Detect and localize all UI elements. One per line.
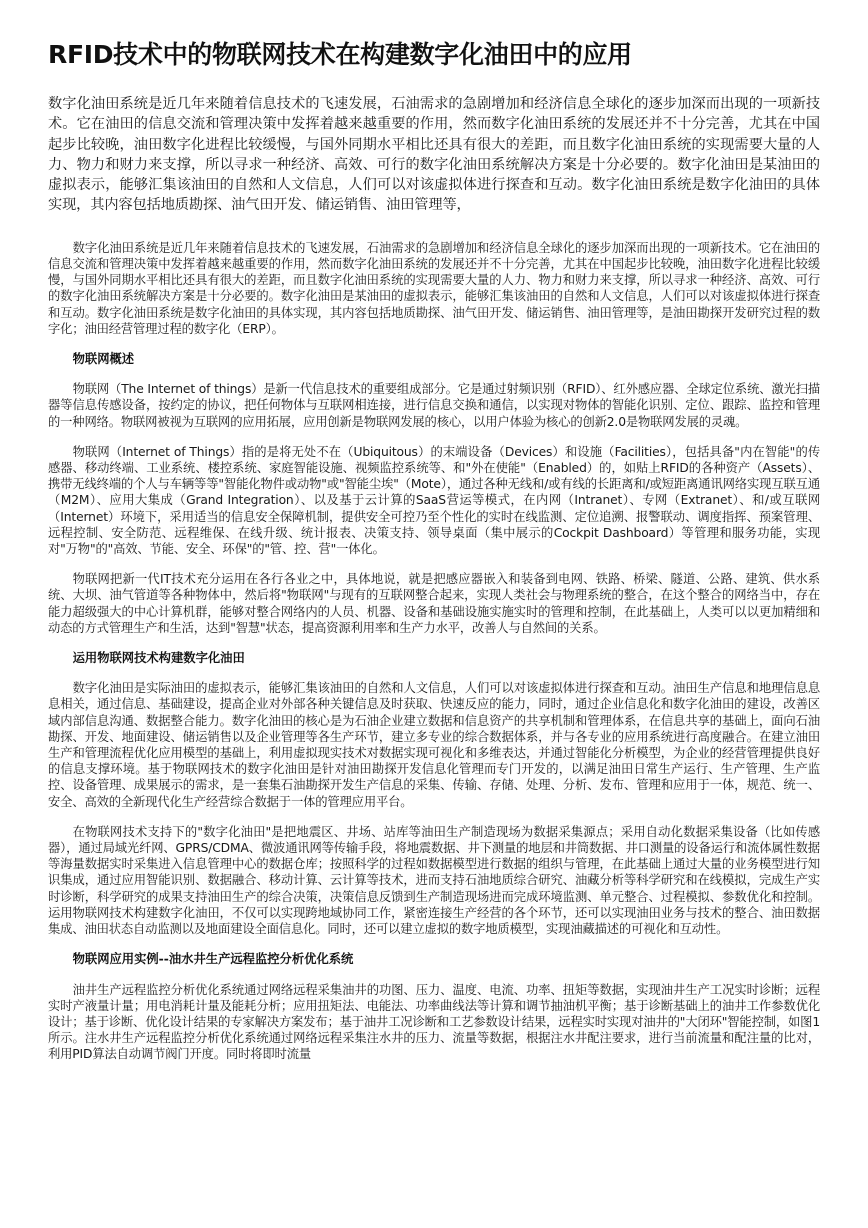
body-paragraph: 物联网把新一代IT技术充分运用在各行各业之中，具体地说，就是把感应器嵌入和装备到电网、铁路、桥梁、隧道、公路、建筑、供水系统、大坝、油气管道等各种物体中，然后将"物联网"与现有的互联网整合起来，实现人类社会与物理系统的整合，在这个整合的网络当中，存在能力超级强大的中心计算机群，能够对整合网络内的人员、机器、设备和基础设施实施实时的管理和控制，在此基础上，人类可以以更加精细和动态的方式管理生产和生活，达到"智慧"状态，提高资源利用率和生产力水平，改善人与自然间的关系。	[48, 572, 820, 635]
section-heading: 物联网应用实例--油水井生产远程监控分析优化系统	[72, 952, 354, 967]
article-title: RFID技术中的物联网技术在构建数字化油田中的应用	[48, 40, 632, 69]
section-heading: 物联网概述	[72, 352, 135, 366]
body-paragraph: 数字化油田是实际油田的虚拟表示，能够汇集该油田的自然和人文信息，人们可以对该虚拟体进行探查和互动。油田生产信息和地理信息息息相关，通过信息、基础建设，提高企业对外部各种关键信息及时获取、快速反应的能力，同时，通过企业信息化和数字化油田的建设，改善区域内部信息沟通、数据整合能力。数字化油田的核心是为石油企业建立数据和信息资产的共享机制和管理体系，在信息共享的基础上，面向石油勘探、开发、地面建设、储运销售以及企业管理等各生产环节，建立多专业的综合数据体系，并与各专业的应用系统进行高度融合。在建立油田生产和管理流程优化应用模型的基础上，利用虚拟现实技术对数据实现可视化和多维表达，并通过智能化分析模型，为企业的经营管理提供良好的信息支撑环境。基于物联网技术的数字化油田是针对油田勘探开发信息化管理而专门开发的，以满足油田日常生产运行、生产管理、生产监控、设备管理、成果展示的需求，是一套集石油勘探开发生产信息的采集、传输、存储、处理、分析、发布、管理和应用于一体，规范、统一、安全、高效的全新现代化生产经营综合数据于一体的管理应用平台。	[48, 681, 820, 809]
section-heading: 运用物联网技术构建数字化油田	[72, 651, 245, 666]
article-summary: 数字化油田系统是近几年来随着信息技术的飞速发展，石油需求的急剧增加和经济信息全球化的逐步加深而出现的一项新技术。它在油田的信息交流和管理决策中发挥着越来越重要的作用，然而数字化油田系统的发展还并不十分完善，尤其在中国起步比较晚，油田数字化进程比较缓慢，与国外同期水平相比还具有很大的差距，而且数字化油田系统的实现需要大量的人力、物力和财力来支撑，所以寻求一种经济、高效、可行的数字化油田系统解决方案是十分必要的。数字化油田是某油田的虚拟表示，能够汇集该油田的自然和人文信息，人们可以对该虚拟体进行探查和互动。数字化油田系统是数字化油田的具体实现，其内容包括地质勘探、油气田开发、储运销售、油田管理等，	[48, 96, 820, 214]
body-paragraph: 在物联网技术支持下的"数字化油田"是把地震区、井场、站库等油田生产制造现场为数据采集源点；采用自动化数据采集设备（比如传感器），通过局域光纤网、GPRS/CDMA、微波通讯网等传输手段，将地震数据、井下测量的地层和井筒数据、井口测量的设备运行和流体属性数据等海量数据实时采集进入信息管理中心的数据仓库；按照科学的过程如数据模型进行数据的组织与管理，在此基础上通过大量的业务模型进行知识集成，通过应用智能识别、数据融合、移动计算、云计算等技术，进而支持石油地质综合研究、油藏分析等科学研究和在线模拟，完成生产实时诊断，科学研究的成果支持油田生产的综合决策，决策信息反馈到生产制造现场进而完成环境监测、单元整合、过程模拟、参数优化和控制。运用物联网技术构建数字化油田，不仅可以实现跨地域协同工作，紧密连接生产经营的各个环节，还可以实现油田业务与技术的整合、油田数据集成、油田状态自动监测以及地面建设全面信息化。同时，还可以建立虚拟的数字地质模型，实现油藏描述的可视化和互动性。	[48, 824, 820, 937]
body-paragraph: 物联网（The Internet of things）是新一代信息技术的重要组成部分。它是通过射频识别（RFID）、红外感应器、全球定位系统、激光扫描器等信息传感设备，按约定的协议，把任何物体与互联网相连接，进行信息交换和通信，以实现对物体的智能化识别、定位、跟踪、监控和管理的一种网络。物联网被视为互联网的应用拓展，应用创新是物联网发展的核心，以用户体验为核心的创新2.0是物联网发展的灵魂。	[48, 382, 820, 429]
body-paragraph: 物联网（Internet of Things）指的是将无处不在（Ubiquitous）的末端设备（Devices）和设施（Facilities），包括具备"内在智能"的传感器、移动终端、工业系统、楼控系统、家庭智能设施、视频监控系统等、和"外在使能"（Enabled）的，如贴上RFID的各种资产（Assets）、携带无线终端的个人与车辆等等"智能化物件或动物"或"智能尘埃"（Mote），通过各种无线和/或有线的长距离和/或短距离通讯网络实现互联互通（M2M）、应用大集成（Grand Integration）、以及基于云计算的SaaS营运等模式，在内网（Intranet）、专网（Extranet）、和/或互联网（Internet）环境下，采用适当的信息安全保障机制，提供安全可控乃至个性化的实时在线监测、定位追溯、报警联动、调度指挥、预案管理、远程控制、安全防范、远程维保、在线升级、统计报表、决策支持、领导桌面（集中展示的Cockpit Dashboard）等管理和服务功能，实现对"万物"的"高效、节能、安全、环保"的"管、控、营"一体化。	[48, 444, 820, 557]
body-paragraph: 数字化油田系统是近几年来随着信息技术的飞速发展，石油需求的急剧增加和经济信息全球化的逐步加深而出现的一项新技术。它在油田的信息交流和管理决策中发挥着越来越重要的作用，然而数字化油田系统的发展还并不十分完善，尤其在中国起步比较晚，油田数字化进程比较缓慢，与国外同期水平相比还具有很大的差距，而且数字化油田系统的实现需要大量的人力、物力和财力来支撑，所以寻求一种经济、高效、可行的数字化油田系统解决方案是十分必要的。数字化油田是某油田的虚拟表示，能够汇集该油田的自然和人文信息，人们可以对该虚拟体进行探查和互动。数字化油田系统是数字化油田的具体实现，其内容包括地质勘探、油气田开发、储运销售、油田管理等，是油田勘探开发研究过程的数字化；油田经营管理过程的数字化（ERP）。	[48, 240, 820, 336]
body-paragraph: 油井生产远程监控分析优化系统通过网络远程采集油井的功图、压力、温度、电流、功率、扭矩等数据，实现油井生产工况实时诊断；远程实时产液量计量；用电消耗计量及能耗分析；应用扭矩法、电能法、功率曲线法等计算和调节抽油机平衡；基于诊断基础上的油井工作参数优化设计；基于诊断、优化设计结果的专家解决方案发布；基于油井工况诊断和工艺参数设计结果，远程实时实现对油井的"大闭环"智能控制，如图1所示。注水井生产远程监控分析优化系统通过网络远程采集注水井的压力、流量等数据，根据注水井配注要求，进行当前流量和配注量的比对，利用PID算法自动调节阀门开度。同时将即时流量	[48, 982, 820, 1062]
